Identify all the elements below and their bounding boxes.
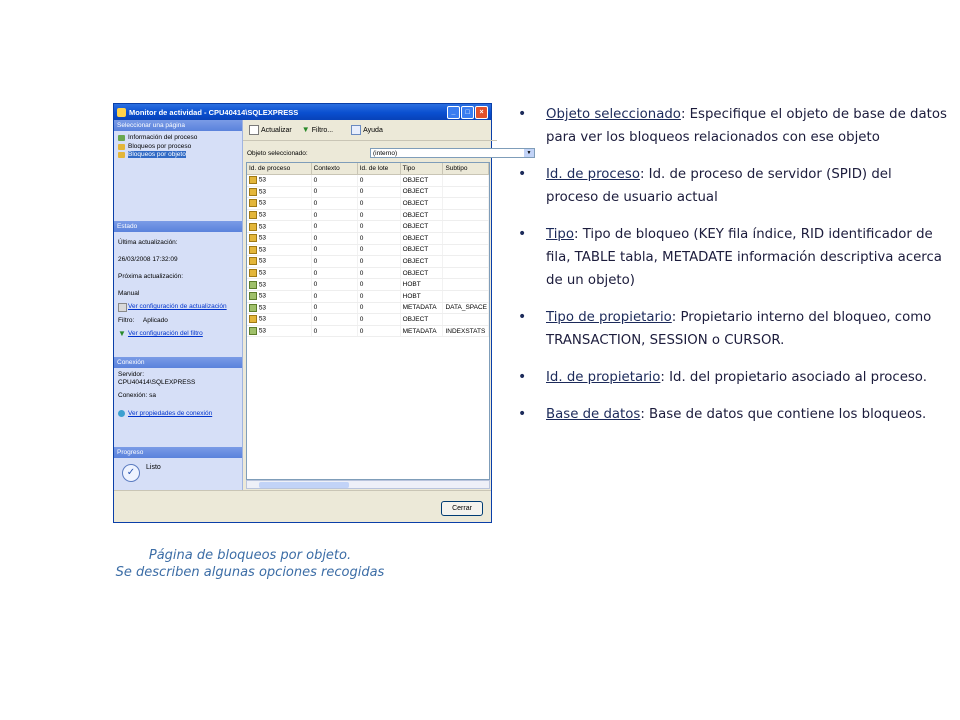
select-page-header: Seleccionar una página (114, 120, 242, 131)
table-cell: 0 (357, 198, 400, 210)
window-footer (114, 490, 491, 523)
table-cell: HOBT (400, 290, 443, 302)
table-row[interactable] (247, 279, 489, 291)
last-update-value: 26/03/2008 17:32:09 (118, 256, 178, 263)
lock-icon (249, 223, 257, 231)
progress-status: Listo (146, 464, 161, 471)
close-button[interactable]: Cerrar (441, 501, 483, 516)
table-cell: OBJECT (400, 175, 443, 187)
table-cell: 0 (357, 209, 400, 221)
table-cell: 0 (357, 221, 400, 233)
caption-line-2: Se describen algunas opciones recogidas (115, 565, 385, 580)
next-update-value: Manual (118, 290, 140, 297)
status-header: Estado (114, 221, 242, 232)
filter-icon: ▼ (118, 329, 126, 338)
table-cell: 0 (357, 232, 400, 244)
table-cell: OBJECT (400, 186, 443, 198)
lock-icon (249, 246, 257, 254)
lock-icon (249, 257, 257, 265)
table-cell: 53 (247, 209, 311, 221)
table-cell: 53 (247, 314, 311, 326)
lock-icon (249, 199, 257, 207)
table-cell (443, 186, 489, 198)
chevron-down-icon[interactable]: ▼ (524, 149, 534, 157)
object-select-combo[interactable]: (interno) ▼ (370, 148, 535, 158)
table-row[interactable] (247, 314, 489, 326)
progress-header: Progreso (114, 447, 242, 458)
scrollbar-thumb[interactable] (259, 482, 349, 488)
table-cell: 0 (311, 314, 357, 326)
filter-status: Filtro: Aplicado (118, 317, 168, 324)
bullet-type: • Tipo: Tipo de bloqueo (KEY fila índice, RID identificador de fila, TABLE tabla, METADATE información descriptiva acerca de un objeto) (518, 226, 942, 288)
filter-icon: ▼ (301, 125, 310, 134)
table-cell: INDEXSTATS (443, 325, 489, 337)
table-cell (443, 256, 489, 268)
table-row[interactable] (247, 186, 489, 198)
connection-user: Conexión: sa (118, 392, 156, 399)
col-subtype[interactable]: Subtipo (443, 163, 489, 175)
table-cell: 0 (311, 175, 357, 187)
object-select-label: Objeto seleccionado: (247, 149, 308, 157)
object-select-row (247, 147, 532, 159)
table-cell: 53 (247, 267, 311, 279)
table-row[interactable] (247, 290, 489, 302)
table-cell: 53 (247, 244, 311, 256)
close-window-button[interactable]: × (475, 106, 488, 119)
help-icon (351, 125, 361, 135)
lock-icon (249, 292, 257, 300)
table-cell: METADATA (400, 325, 443, 337)
table-cell (443, 232, 489, 244)
table-row[interactable] (247, 175, 489, 187)
table-cell: 0 (357, 279, 400, 291)
table-cell: 0 (311, 244, 357, 256)
bullet-selected-object: • Objeto seleccionado: Especifique el objeto de base de datos para ver los bloqueos relacionados con ese objeto (518, 106, 947, 145)
connection-icon (118, 410, 125, 417)
col-process-id[interactable]: Id. de proceso (247, 163, 311, 175)
filter-button[interactable]: ▼ Filtro... (301, 125, 334, 134)
table-cell: 53 (247, 325, 311, 337)
table-cell: 0 (311, 232, 357, 244)
table-cell: OBJECT (400, 314, 443, 326)
page-item-process-info[interactable]: Información del proceso (114, 134, 242, 143)
table-cell: 0 (357, 175, 400, 187)
minimize-button[interactable]: _ (447, 106, 460, 119)
lock-icon (249, 281, 257, 289)
bullet-owner-id: • Id. de propietario: Id. del propietario asociado al proceso. (518, 369, 927, 385)
table-cell: 0 (311, 279, 357, 291)
options-bullet-list (518, 103, 948, 440)
page-item-locks-by-process[interactable]: Bloqueos por proceso (114, 143, 242, 152)
table-cell: 53 (247, 221, 311, 233)
table-cell: 0 (311, 325, 357, 337)
lock-icon (249, 269, 257, 277)
lock-icon (249, 211, 257, 219)
table-cell: 0 (311, 209, 357, 221)
table-row[interactable] (247, 221, 489, 233)
table-cell: 0 (357, 256, 400, 268)
process-info-icon (118, 135, 125, 141)
checkmark-icon: ✓ (122, 464, 140, 482)
table-row[interactable] (247, 244, 489, 256)
table-cell: OBJECT (400, 232, 443, 244)
table-cell: 53 (247, 279, 311, 291)
table-cell: OBJECT (400, 267, 443, 279)
window-title: Monitor de actividad - CPU40414\SQLEXPRESS (129, 107, 299, 117)
figure-caption (85, 547, 415, 581)
table-cell: 0 (357, 290, 400, 302)
refresh-icon (249, 125, 259, 135)
table-cell (443, 279, 489, 291)
table-row[interactable] (247, 256, 489, 268)
app-icon (117, 108, 126, 117)
page-item-locks-by-object[interactable]: Bloqueos por objeto (114, 151, 242, 160)
table-cell: OBJECT (400, 198, 443, 210)
table-cell (443, 175, 489, 187)
lock-icon (249, 315, 257, 323)
table-row[interactable] (247, 267, 489, 279)
lock-icon (249, 176, 257, 184)
lock-icon (249, 304, 257, 312)
table-row[interactable] (247, 302, 489, 314)
table-cell: 0 (311, 221, 357, 233)
help-button[interactable]: Ayuda (351, 125, 383, 135)
table-cell: DATA_SPACE (443, 302, 489, 314)
table-row[interactable] (247, 198, 489, 210)
table-cell (443, 314, 489, 326)
table-cell: 53 (247, 256, 311, 268)
locks-by-process-icon (118, 144, 125, 150)
table-cell: 53 (247, 302, 311, 314)
table-cell: 53 (247, 198, 311, 210)
lock-icon (249, 327, 257, 335)
table-row[interactable] (247, 325, 489, 337)
last-update-label: Última actualización: (118, 239, 178, 246)
view-filter-settings-link[interactable]: ▼ Ver configuración del filtro (118, 329, 203, 338)
toolbar (243, 120, 497, 141)
table-cell: OBJECT (400, 244, 443, 256)
col-type[interactable]: Tipo (400, 163, 443, 175)
maximize-button[interactable]: □ (461, 106, 474, 119)
table-cell (443, 198, 489, 210)
document-icon (118, 303, 127, 312)
table-cell: HOBT (400, 279, 443, 291)
table-cell: 0 (311, 267, 357, 279)
table-cell: 0 (311, 186, 357, 198)
view-connection-properties-link[interactable]: Ver propiedades de conexión (114, 410, 242, 418)
window-titlebar[interactable] (114, 104, 491, 120)
table-cell: 53 (247, 290, 311, 302)
grid-header-row (247, 163, 489, 175)
refresh-button[interactable]: Actualizar (249, 125, 292, 135)
bullet-owner-type: • Tipo de propietario: Propietario interno del bloqueo, como TRANSACTION, SESSION o CURSOR. (518, 309, 932, 348)
next-update-label: Próxima actualización: (118, 273, 184, 280)
table-cell (443, 221, 489, 233)
bullet-process-id: • Id. de proceso: Id. de proceso de servidor (SPID) del proceso de usuario actual (518, 166, 892, 205)
table-cell: METADATA (400, 302, 443, 314)
table-cell: 0 (357, 244, 400, 256)
table-cell (443, 290, 489, 302)
server-info: Servidor: CPU40414\SQLEXPRESS (118, 371, 196, 386)
table-cell: 0 (357, 267, 400, 279)
locks-grid[interactable] (246, 162, 490, 480)
col-context[interactable]: Contexto (311, 163, 357, 175)
table-cell: 53 (247, 186, 311, 198)
horizontal-scrollbar[interactable] (246, 480, 490, 489)
lock-icon (249, 188, 257, 196)
table-cell: 0 (357, 302, 400, 314)
connection-header: Conexión (114, 357, 242, 368)
caption-line-1: Página de bloqueos por objeto. (148, 548, 352, 563)
lock-icon (249, 234, 257, 242)
table-cell: 53 (247, 232, 311, 244)
activity-monitor-window (113, 103, 532, 523)
table-cell: 0 (357, 314, 400, 326)
table-cell: 0 (311, 290, 357, 302)
table-cell: OBJECT (400, 209, 443, 221)
table-cell (443, 267, 489, 279)
table-cell: 0 (311, 198, 357, 210)
table-cell (443, 244, 489, 256)
table-row[interactable] (247, 209, 489, 221)
col-batch-id[interactable]: Id. de lote (357, 163, 400, 175)
view-refresh-settings-link[interactable]: Ver configuración de actualización (114, 303, 242, 311)
table-row[interactable] (247, 232, 489, 244)
table-cell: OBJECT (400, 256, 443, 268)
table-cell: 53 (247, 175, 311, 187)
left-pane (114, 120, 243, 490)
table-cell: 0 (357, 186, 400, 198)
table-cell: 0 (311, 302, 357, 314)
table-cell: 0 (311, 256, 357, 268)
locks-by-object-icon (118, 152, 125, 158)
bullet-database: • Base de datos: Base de datos que contiene los bloqueos. (518, 406, 927, 422)
table-cell: 0 (357, 325, 400, 337)
table-cell (443, 209, 489, 221)
table-cell: OBJECT (400, 221, 443, 233)
